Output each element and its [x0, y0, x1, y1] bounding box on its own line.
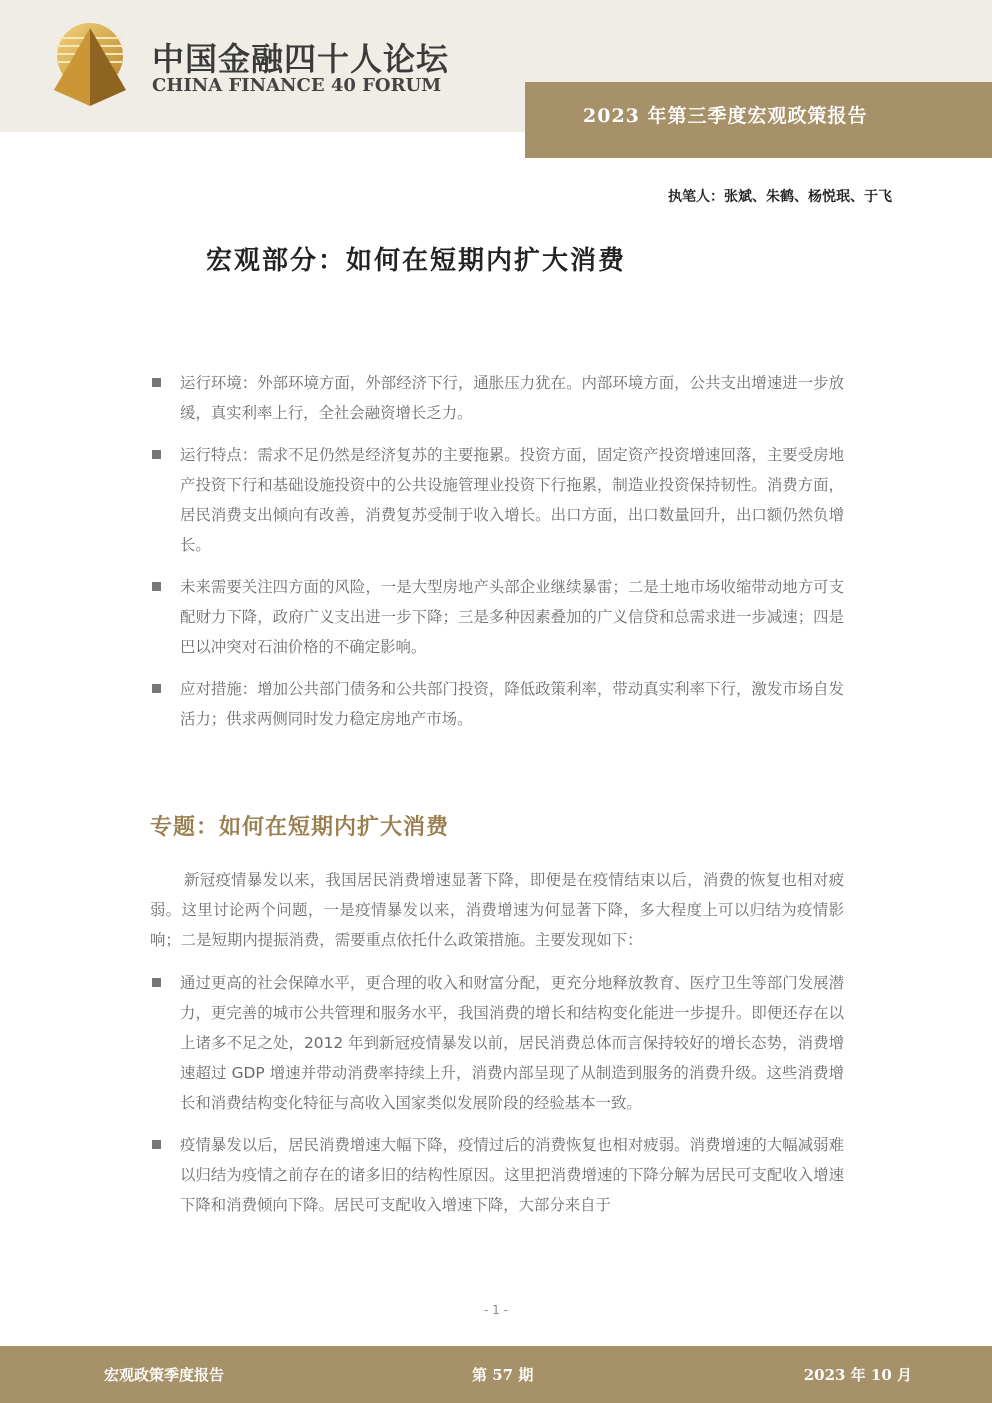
- authors-line: 执笔人：张斌、朱鹤、杨悦珉、于飞: [668, 189, 892, 205]
- finding-item: [150, 1130, 844, 1220]
- main-title: 宏观部分：如何在短期内扩大消费: [206, 246, 627, 276]
- square-bullet-icon: [152, 978, 161, 987]
- square-bullet-icon: [152, 582, 161, 591]
- summary-item-text: 未来需要关注四方面的风险，一是大型房地产头部企业继续暴雷；二是土地市场收缩带动地方可支配财力下降，政府广义支出进一步下降；三是多种因素叠加的广义信贷和总需求进一步减速；四是巴以冲突对石油价格的不确定影响。: [180, 578, 844, 656]
- section-title: 专题：如何在短期内扩大消费: [150, 814, 450, 840]
- page-number: - 1 -: [484, 1303, 508, 1317]
- findings-list: [150, 968, 844, 1232]
- summary-item: [150, 440, 844, 560]
- org-name-en: CHINA FINANCE 40 FORUM: [152, 75, 442, 96]
- finding-item-text: 通过更高的社会保障水平，更合理的收入和财富分配，更充分地释放教育、医疗卫生等部门发展潜力，更完善的城市公共管理和服务水平，我国消费的增长和结构变化能进一步提升。即便还存在以上诸多不足之处，2012 年到新冠疫情暴发以前，居民消费总体而言保持较好的增长态势，消费增速超过 GDP 增速并带动消费率持续上升，消费内部呈现了从制造到服务的消费升级。这些消费增长和消费结构变化特征与高收入国家类似发展阶段的经验基本一致。: [180, 974, 844, 1112]
- summary-item-text: 运行特点：需求不足仍然是经济复苏的主要拖累。投资方面，固定资产投资增速回落，主要受房地产投资下行和基础设施投资中的公共设施管理业投资下行拖累，制造业投资保持韧性。消费方面，居民消费支出倾向有改善，消费复苏受制于收入增长。出口方面，出口数量回升，出口额仍然负增长。: [180, 446, 844, 554]
- report-title: 2023 年第三季度宏观政策报告: [583, 105, 868, 127]
- summary-list: [150, 368, 844, 746]
- org-name-cn: 中国金融四十人论坛: [152, 40, 450, 78]
- footer-date: 2023 年 10 月: [803, 1366, 912, 1384]
- summary-item: [150, 674, 844, 734]
- footer-issue: 第 57 期: [472, 1366, 534, 1384]
- summary-item-text: 应对措施：增加公共部门债务和公共部门投资，降低政策利率，带动真实利率下行，激发市场自发活力；供求两侧同时发力稳定房地产市场。: [180, 680, 844, 728]
- intro-paragraph: 新冠疫情暴发以来，我国居民消费增速显著下降，即便是在疫情结束以后，消费的恢复也相对疲弱。这里讨论两个问题，一是疫情暴发以来，消费增速为何显著下降，多大程度上可以归结为疫情影响；二是短期内提振消费，需要重点依托什么政策措施。主要发现如下：: [150, 871, 844, 949]
- summary-item-text: 运行环境：外部环境方面，外部经济下行，通胀压力犹在。内部环境方面，公共支出增速进一步放缓，真实利率上行，全社会融资增长乏力。: [180, 374, 844, 422]
- summary-item: [150, 572, 844, 662]
- square-bullet-icon: [152, 1140, 161, 1149]
- footer-publication: 宏观政策季度报告: [104, 1366, 225, 1384]
- square-bullet-icon: [152, 684, 161, 693]
- summary-item: [150, 368, 844, 428]
- square-bullet-icon: [152, 378, 161, 387]
- finding-item: [150, 968, 844, 1118]
- square-bullet-icon: [152, 450, 161, 459]
- forum-logo-icon: [50, 20, 132, 108]
- finding-item-text: 疫情暴发以后，居民消费增速大幅下降，疫情过后的消费恢复也相对疲弱。消费增速的大幅减弱难以归结为疫情之前存在的诸多旧的结构性原因。这里把消费增速的下降分解为居民可支配收入增速下降和消费倾向下降。居民可支配收入增速下降，大部分来自于: [180, 1136, 844, 1214]
